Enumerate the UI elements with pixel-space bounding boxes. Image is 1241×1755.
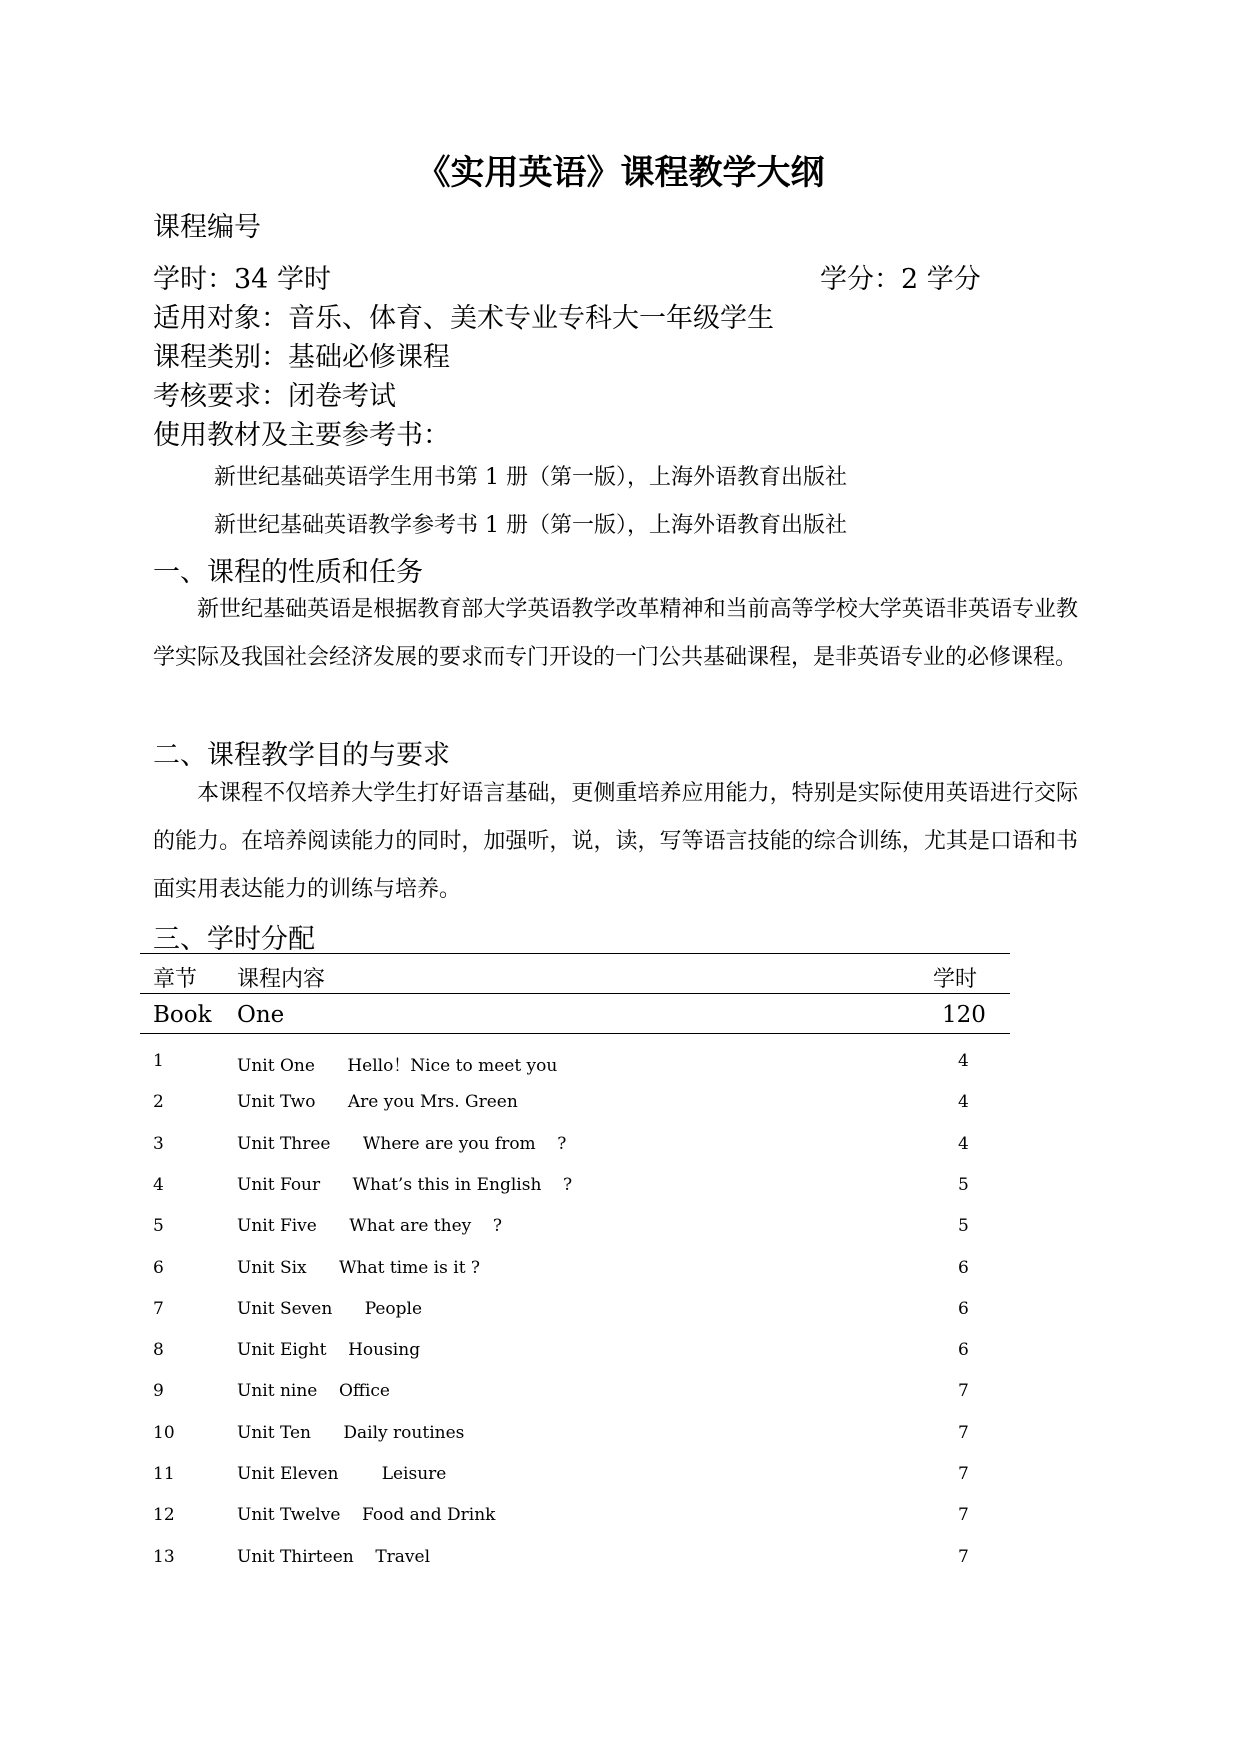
unit-name: Unit One Hello！Nice to meet you — [237, 1056, 558, 1076]
table-top-rule — [140, 953, 1010, 954]
textbooks-label: 使用教材及主要参考书： — [153, 420, 450, 451]
section-heading: 三、学时分配 — [153, 924, 315, 955]
unit-hours: 4 — [958, 1092, 969, 1113]
table-row — [0, 1547, 1241, 1577]
book-hours: 120 — [942, 1002, 986, 1028]
unit-number: 10 — [153, 1422, 175, 1443]
unit-number: 2 — [153, 1092, 164, 1113]
table-header-rule — [140, 993, 1010, 994]
category-label: 课程类别： — [153, 342, 288, 373]
unit-hours: 6 — [958, 1257, 969, 1278]
unit-hours: 6 — [958, 1298, 969, 1319]
unit-name: Unit Six What time is it ? — [237, 1257, 481, 1278]
unit-hours: 4 — [958, 1051, 969, 1071]
unit-name: Unit Ten Daily routines — [237, 1422, 465, 1443]
table-row — [0, 1051, 1241, 1081]
course-code-label: 课程编号 — [153, 212, 261, 243]
hours-label: 学时： — [153, 264, 234, 295]
credits-value: 2 学分 — [901, 264, 981, 295]
category-value: 基础必修课程 — [288, 342, 450, 373]
table-row — [0, 1216, 1241, 1246]
unit-name: Unit Twelve Food and Drink — [237, 1505, 496, 1526]
textbook-item: 新世纪基础英语学生用书第 1 册（第一版），上海外语教育出版社 — [214, 465, 847, 490]
table-row — [0, 1175, 1241, 1205]
unit-hours: 7 — [958, 1464, 969, 1484]
table-row — [0, 1134, 1241, 1164]
category-field — [153, 335, 450, 374]
audience-suffix: 大一年级学生 — [612, 303, 774, 334]
unit-name: Unit Thirteen Travel — [237, 1546, 431, 1567]
credits-label: 学分： — [820, 264, 901, 295]
textbook-item: 新世纪基础英语教学参考书 1 册（第一版），上海外语教育出版社 — [214, 513, 847, 538]
audience-label: 适用对象： — [153, 303, 288, 334]
table-header-hours: 学时 — [933, 967, 978, 992]
audience-value: 音乐、体育、美术专业专科 — [288, 303, 612, 334]
book-chapter: Book — [153, 1002, 212, 1028]
unit-number: 3 — [153, 1133, 164, 1154]
section-heading: 二、课程教学目的与要求 — [153, 740, 450, 771]
unit-hours: 5 — [958, 1174, 969, 1195]
credits-field — [820, 257, 981, 296]
table-row — [0, 1423, 1241, 1453]
table-row — [0, 1299, 1241, 1329]
section-paragraph: 新世纪基础英语是根据教育部大学英语教学改革精神和当前高等学校大学英语非英语专业教学实际及我国社会经济发展的要求而专门开设的一门公共基础课程，是非英语专业的必修课程。 — [153, 597, 1078, 670]
section-paragraph: 本课程不仅培养大学生打好语言基础，更侧重培养应用能力，特别是实际使用英语进行交际的能力。在培养阅读能力的同时，加强听，说，读，写等语言技能的综合训练，尤其是口语和书面实用表达能力的训练与培养。 — [153, 781, 1078, 902]
unit-name: Unit Four What’s this in English ? — [237, 1174, 573, 1195]
table-header-content: 课程内容 — [237, 967, 326, 992]
unit-hours: 6 — [958, 1340, 969, 1361]
unit-hours: 7 — [958, 1381, 969, 1402]
unit-hours: 7 — [958, 1422, 969, 1443]
assessment-field: 考核要求：闭卷考试 — [153, 381, 396, 412]
section-heading: 一、课程的性质和任务 — [153, 557, 423, 588]
table-row — [0, 1092, 1241, 1122]
unit-number: 5 — [153, 1216, 164, 1237]
unit-name: Unit nine Office — [237, 1381, 390, 1402]
hours-field — [153, 257, 331, 296]
hours-value: 34 学时 — [234, 264, 331, 295]
book-title: One — [237, 1002, 285, 1028]
unit-number: 12 — [153, 1505, 175, 1526]
page-title: 《实用英语》课程教学大纲 — [416, 153, 825, 193]
audience-field — [153, 296, 774, 335]
unit-hours: 5 — [958, 1216, 969, 1237]
unit-hours: 7 — [958, 1505, 969, 1526]
unit-number: 13 — [153, 1546, 175, 1567]
table-header-chapter: 章节 — [153, 967, 198, 992]
unit-hours: 4 — [958, 1133, 969, 1154]
unit-number: 8 — [153, 1340, 164, 1361]
unit-number: 9 — [153, 1381, 164, 1402]
table-row — [0, 1464, 1241, 1494]
table-row — [0, 1258, 1241, 1288]
unit-number: 1 — [153, 1051, 164, 1071]
unit-name: Unit Eleven Leisure — [237, 1464, 447, 1484]
unit-name: Unit Five What are they ? — [237, 1216, 502, 1237]
unit-number: 6 — [153, 1257, 164, 1278]
unit-number: 11 — [153, 1464, 175, 1484]
unit-name: Unit Seven People — [237, 1298, 423, 1319]
unit-number: 4 — [153, 1174, 164, 1195]
table-row — [0, 1340, 1241, 1370]
unit-number: 7 — [153, 1298, 164, 1319]
unit-name: Unit Two Are you Mrs. Green — [237, 1092, 518, 1113]
unit-name: Unit Eight Housing — [237, 1340, 421, 1361]
table-book-rule — [140, 1033, 1010, 1034]
table-row — [0, 1381, 1241, 1411]
unit-name: Unit Three Where are you from ? — [237, 1133, 567, 1154]
unit-hours: 7 — [958, 1546, 969, 1567]
table-row — [0, 1505, 1241, 1535]
